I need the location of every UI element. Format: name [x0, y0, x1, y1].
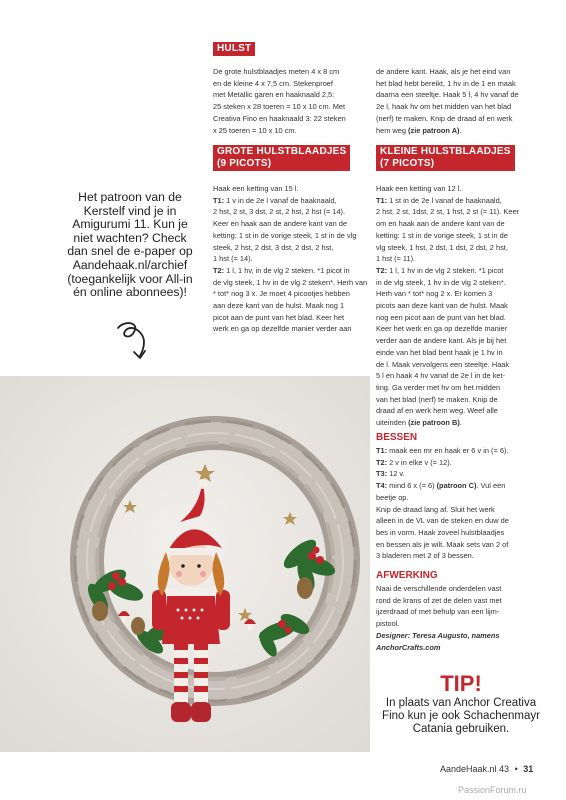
designer-credit: Designer: Teresa Augusto, namens: [376, 630, 500, 640]
bessen-text: T1: maak een mr en haak er 6 v in (= 6). T2: 2 v in elke v (= 12). T3: 12 v. T4: mind 6 x (= 6) (patroon C). Vul een beetje op. Knip de draad lang af. Sluit het werk alleen in de VL van de steken en duw de bes in vorm. Haak zoveel hulstblaadjes en bessen als je wilt. Maak sets van 2 of 3 bladeren met 2 of 3 bessen.: [376, 446, 509, 561]
promo-text: Het patroon van de Kerstelf vind je in Amigurumi 11. Kun je niet wachten? Check dan snel de e-paper op Aandehaak.nl/archief (toegankelijk voor All-in én online abonnees)!: [67, 190, 193, 300]
tip-text: In plaats van Anchor Creativa Fino kun je ook Schachenmayr Catania gebruiken.: [382, 697, 540, 735]
footer-bullet: •: [514, 764, 518, 774]
section-header-kleine-hulstblaadjes: KLEINE HULSTBLAADJES (7 PICOTS): [376, 145, 515, 171]
tip-title: TIP!: [440, 671, 482, 696]
hulst-text: De grote hulstblaadjes meten 4 x 8 cm en de kleine 4 x 7,5 cm. Stekenproef met Metallic garen en haaknaald 2,5: 25 steken x 28 toeren = 10 x 10 cm. Met Creativa Fino en haaknaald 3: 22 steken x 25 toeren = 10 x 10 cm.: [213, 67, 346, 135]
designer-website: AnchorCrafts.com: [376, 642, 441, 652]
afwerking-text: Naai de verschillende onderdelen vast rond de krans of zet de delen vast met ijzerdraad of met behulp van een lijm- pistool. Designer: Teresa Augusto, namens AnchorCrafts.com: [376, 583, 546, 653]
curly-arrow-icon: [110, 318, 160, 366]
grote-hulstblaadjes-text: Haak een ketting van 15 l. T1: 1 v in de 2e l vanaf de haaknaald, 2 hst, 2 st, 3 dst, 2 st, 2 hst, 2 hst (= 14). Keer en haak aan de andere kant van de ketting: 1 st in de vorige steek, 1 st in de vlg steek, 2 hst, 2 dst, 3 dst, 2 dst, 2 hst, 1 hst (= 14). T2: 1 l, 1 hv, in de vlg 2 steken. *1 picot in de vlg steek, 1 hv in de vlg 2 steken*. Herh van * tot* nog 3 x. Je moet 4 picootjes hebben aan deze kant van de hulst. Maak nog 1 picot aan de punt van het blad. Keer het werk en ga op dezelfde manier verder aan: [213, 184, 368, 334]
continued-text: de andere kant. Haak, als je het eind van het blad hebt bereikt, 1 hv in de 1 en maak daarna een steeltje. Haak 5 l, 4 hv vanaf de 2e l, haak hv om het midden van het blad (nerf) te maken. Knip de draad af en werk hem weg (zie patroon A).: [376, 67, 519, 135]
watermark: PassionForum.ru: [458, 785, 527, 795]
section-header-grote-hulstblaadjes: GROTE HULSTBLAADJES (9 PICOTS): [213, 145, 350, 171]
section-title-afwerking: AFWERKING: [376, 570, 438, 581]
section-header-hulst: HULST: [213, 42, 255, 56]
magazine-name: AandeHaak.nl 43: [440, 764, 510, 774]
section-title-bessen: BESSEN: [376, 432, 418, 443]
page-footer: [440, 764, 533, 774]
kleine-hulstblaadjes-text: Haak een ketting van 12 l. T1: 1 st in de 2e l vanaf de haaknaald, 2 hst, 2 st, 1dst, 2 st, 1 hst, 2 st (= 11). Keer om en haak aan de andere kant van de ketting: 1 st in de vorige steek, 1 st in de vlg steek, 1 hst, 2 dst, 1 dst, 2 dst, 2 hst, 1 hst (= 11). T2: 1 l, 1 hv in de vlg 2 steken. *1 picot in de vlg steek, 1 hv in de vlg 2 steken*. Herh van * tot* nog 2 x. Er komen 3 picots aan deze kant van de hulst. Maak nog een picot aan de punt van het blad. Keer het werk en ga op dezelfde manier verder aan de andere kant. Als je bij het einde van het blad bent haak je 1 hv in de l. Maak vervolgens een steeltje. Haak 5 l en haak 4 hv vanaf de 2e l in de ket- ting. Ga verder met hv om het midden van het blad (nerf) te maken. Knip de draad af en werk hem weg. Weef alle uiteinden (zie patroon B).: [376, 184, 520, 428]
wreath-elf-photo: [0, 376, 370, 752]
page-number: 31: [523, 764, 534, 774]
